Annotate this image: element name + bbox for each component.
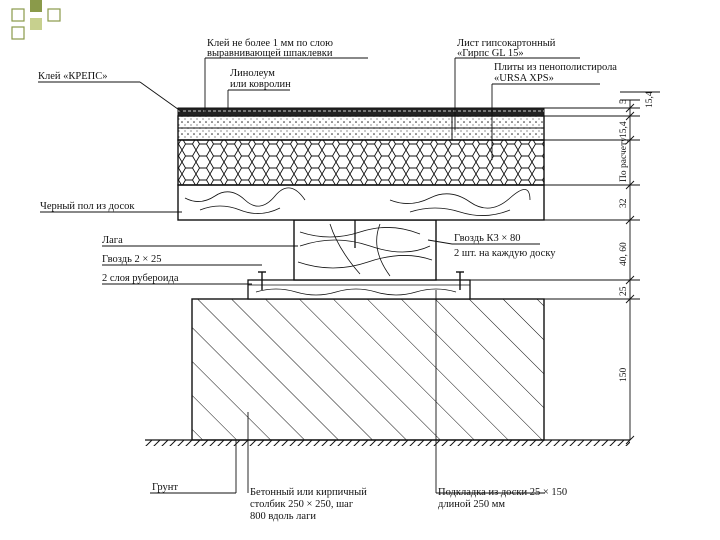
label-nail-2x25: Гвоздь 2 × 25 — [102, 254, 162, 265]
dim-32: 32 — [619, 198, 629, 208]
dim-15-4-a: 15,4 — [645, 91, 655, 108]
label-pillar-3: 800 вдоль лаги — [250, 511, 317, 522]
ground-line — [145, 440, 630, 446]
dim-40-60: 40, 60 — [619, 242, 629, 266]
label-glue-top: Клей не более 1 мм по слою — [207, 38, 333, 49]
label-nail-k3-2: 2 шт. на каждую доску — [454, 248, 556, 259]
label-nail-k3: Гвоздь К3 × 80 — [454, 233, 521, 244]
eps-insulation — [178, 140, 544, 185]
label-glue-top-2: выравнивающей шпаклевки — [207, 48, 333, 59]
label-gypsum-2: «Гирпс GL 15» — [457, 48, 524, 59]
dim-25: 25 — [619, 286, 629, 296]
dim-by-calc: По расчету — [619, 137, 629, 182]
dim-15-4-b: 15,4 — [619, 121, 629, 138]
label-glue-kreps: Клей «КРЕПС» — [38, 71, 108, 82]
label-pad-2: длиной 250 мм — [438, 499, 505, 510]
linoleum-layers — [178, 108, 544, 116]
label-linoleum-2: или ковролин — [230, 79, 291, 90]
concrete-pillar — [192, 299, 544, 440]
label-roofing: 2 слоя рубероида — [102, 273, 179, 284]
dim-150: 150 — [619, 367, 629, 382]
label-subfloor: Черный пол из досок — [40, 201, 135, 212]
label-eps: Плиты из пенополистирола — [494, 62, 617, 73]
label-pillar: Бетонный или кирпичный — [250, 487, 367, 498]
label-pad: Подкладка из доски 25 × 150 — [438, 487, 568, 498]
dim-5: 5 — [619, 99, 629, 104]
label-linoleum: Линолеум — [230, 68, 275, 79]
label-gypsum: Лист гипсокартонный — [457, 38, 556, 49]
gypsum-boards — [178, 116, 544, 140]
label-pillar-2: столбик 250 × 250, шаг — [250, 499, 354, 510]
subfloor-boards — [178, 185, 544, 220]
label-ground: Грунт — [152, 482, 178, 493]
label-eps-2: «URSA XPS» — [494, 73, 554, 84]
label-joist: Лага — [102, 235, 123, 246]
